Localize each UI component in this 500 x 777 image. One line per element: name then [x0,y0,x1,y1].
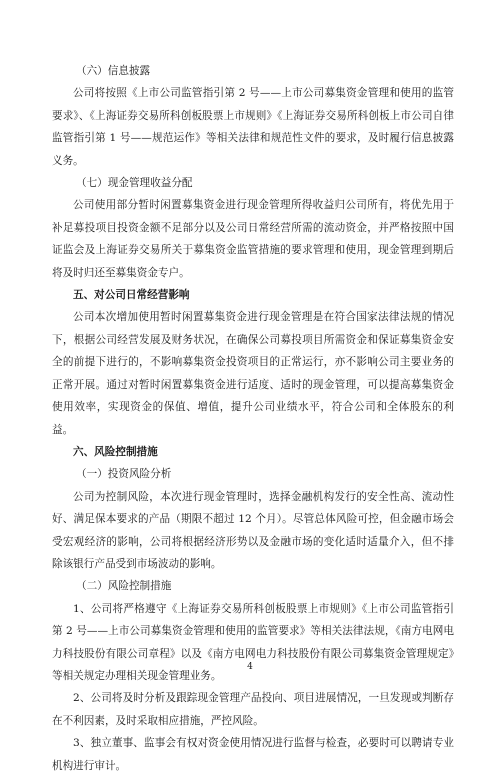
paragraph-income-distribution: 公司使用部分暂时闲置募集资金进行现金管理所得收益归公司所有，将优先用于补足募投项目投资金额不足部分以及公司日常经营所需的流动资金，并严格按照中国证监会及上海证券交易所关于募集资金监管措施的要求管理和使用，现金管理到期后将及时归还至募集资金专户。 [52,199,454,279]
page-number: 4 [247,662,253,672]
subheading-information-disclosure: （六）信息披露 [76,65,151,77]
subheading-income-distribution: （七）现金管理收益分配 [76,177,193,190]
paragraph-measure-1: 1、公司将严格遵守《上海证券交易所科创板股票上市规则》《上市公司监管指引第 2 号——上市公司募集资金管理和使用的监管要求》等相关法律法规，《南方电网电力科技股份有限公司章程》以及《南方电网电力科技股份有限公司募集资金管理规定》等相关规定办理相关现金管理业务。 [52,602,454,682]
paragraph-disclosure: 公司将按照《上市公司监管指引第 2 号——上市公司募集资金管理和使用的监管要求》、《上海证券交易所科创板股票上市规则》《上海证券交易所科创板上市公司自律监管指引第 1 号——规范运作》等相关法律和规范性文件的要求，及时履行信息披露义务。 [52,87,454,167]
subheading-risk-analysis: （一）投资风险分析 [76,468,172,481]
paragraph-risk-analysis: 公司为控制风险，本次进行现金管理时，选择金融机构发行的安全性高、流动性好、满足保本要求的产品（期限不超过 12 个月）。尽管总体风险可控，但金融市场会受宏观经济的影响，公司将根据经济形势以及金融市场的变化适时适量介入，但不排除该银行产品受到市场波动的影响。 [52,490,454,570]
paragraph-measure-3: 3、独立董事、监事会有权对资金使用情况进行监督与检查，必要时可以聘请专业机构进行审计。 [52,737,454,772]
subheading-risk-measures: （二）风险控制措施 [76,580,172,593]
heading-operational-impact: 五、对公司日常经营影响 [73,289,190,302]
paragraph-operational-impact: 公司本次增加使用暂时闲置募集资金进行现金管理是在符合国家法律法规的情况下，根据公司经营发展及财务状况，在确保公司募投项目所需资金和保证募集资金安全的前提下进行的，不影响募集资金投资项目的正常运行，亦不影响公司主要业务的正常开展。通过对暂时闲置募集资金进行适度、适时的现金管理，可以提高募集资金使用效率，实现资金的保值、增值，提升公司业绩水平，符合公司和全体股东的利益。 [52,311,454,436]
paragraph-measure-2: 2、公司将及时分析及跟踪现金管理产品投向、项目进展情况，一旦发现或判断存在不利因素，及时采取相应措施，严控风险。 [52,692,454,727]
heading-risk-control: 六、风险控制措施 [73,445,158,458]
